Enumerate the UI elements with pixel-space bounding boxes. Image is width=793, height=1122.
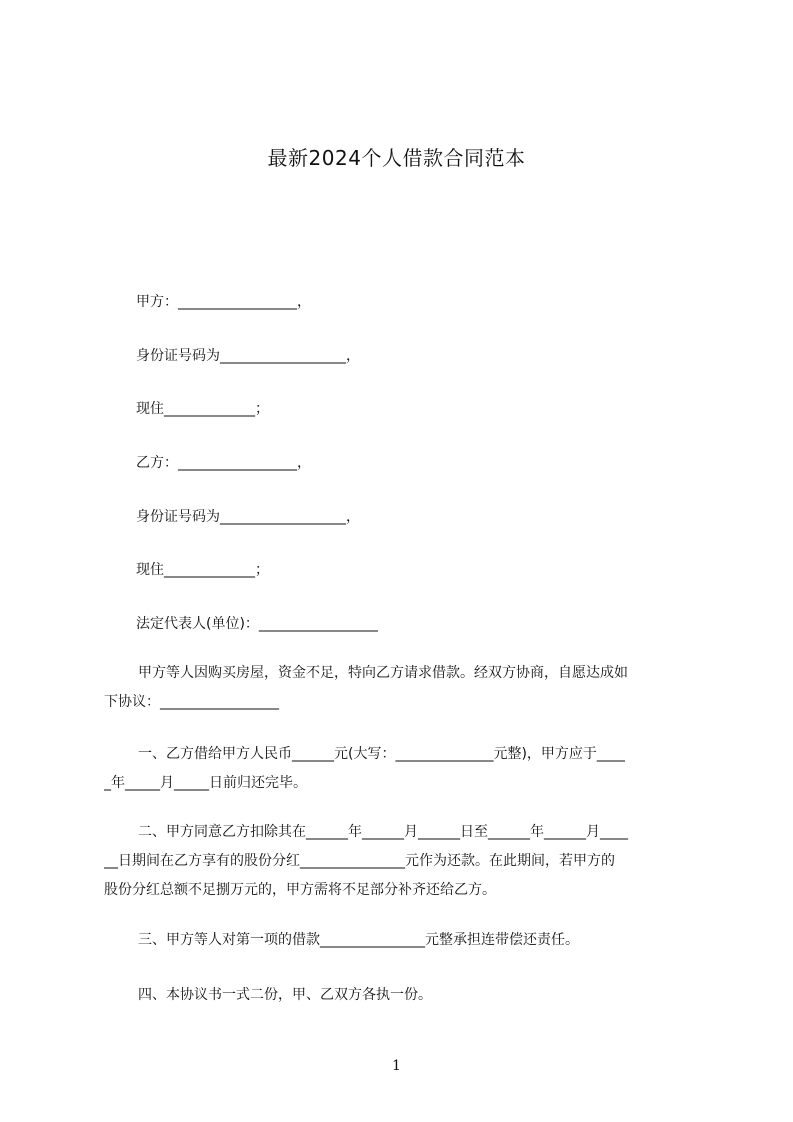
paragraph-line: 甲方等人因购买房屋，资金不足，特向乙方请求借款。经双方协商，自愿达成如 [138,665,628,681]
legal-representative-field: 法定代表人(单位)：_________________ [136,616,378,632]
clause-four-paragraph [104,981,701,1010]
paragraph-line: 四、本协议书一式二份，甲、乙双方各执一份。 [138,987,432,1003]
paragraph-line: 三、甲方等人对第一项的借款_______________元整承担连带偿还责任。 [138,932,579,948]
party-b-name-field: 乙方：_________________， [136,455,311,471]
intro-paragraph [104,659,701,717]
party-a-id-number-field: 身份证号码为__________________， [136,348,360,364]
party-b-id-number-field: 身份证号码为__________________， [136,509,360,525]
paragraph-line: 股份分红总额不足捌万元的，甲方需将不足部分补齐还给乙方。 [104,882,496,898]
party-b-address-field: 现住_____________； [136,562,269,578]
paragraph-line: 二、甲方同意乙方扣除其在______年______月______日至______年______月____ [138,824,628,840]
clause-two-paragraph [104,818,701,905]
clause-three-paragraph [104,926,701,955]
clause-one-paragraph [104,740,701,798]
party-a-address-field: 现住_____________； [136,401,269,417]
paragraph-line: 下协议：_________________ [104,694,279,710]
page-number: 1 [392,1058,401,1074]
document-title: 最新2024个人借款合同范本 [267,146,526,170]
party-a-name-field: 甲方：_________________， [136,294,311,310]
paragraph-line: 一、乙方借给甲方人民币______元(大写：______________元整)，甲方应于____ [138,746,625,762]
paragraph-line: __日期间在乙方享有的股份分红_______________元作为还款。在此期间，若甲方的 [104,853,615,869]
paragraph-line: _年_____月_____日前归还完毕。 [104,775,307,791]
